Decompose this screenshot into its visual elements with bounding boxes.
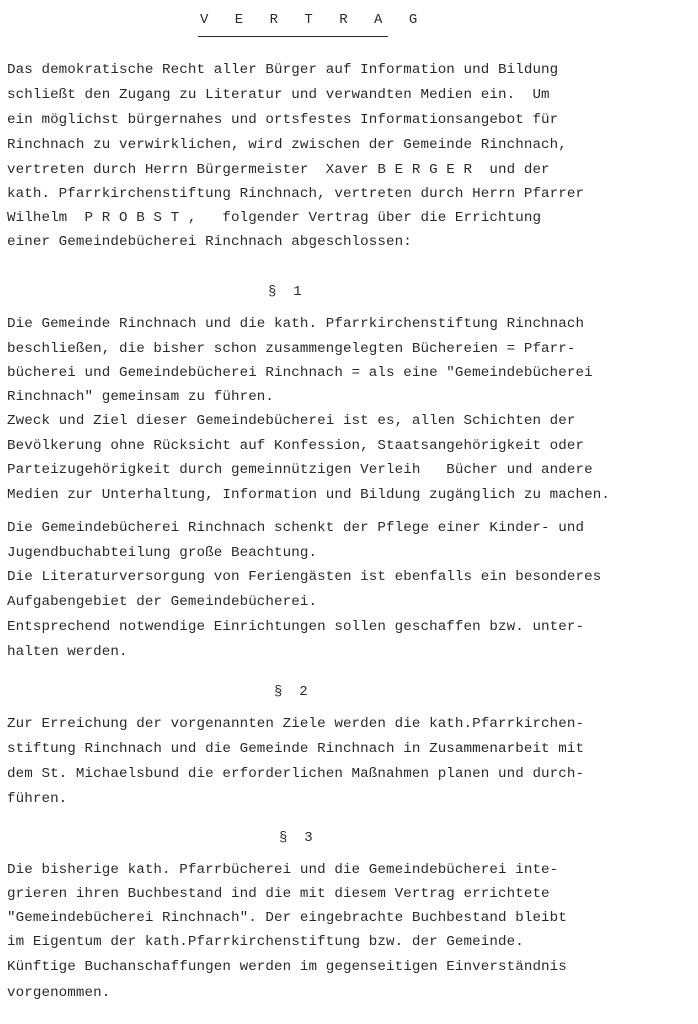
preamble-line: ein möglichst bürgernahes und ortsfestes Informationsangebot für [7,112,559,128]
section-line: grieren ihren Buchbestand ind die mit diesem Vertrag errichtete [7,886,550,902]
preamble-line: einer Gemeindebücherei Rinchnach abgeschlossen: [7,234,412,250]
section-line: Aufgabengebiet der Gemeindebücherei. [7,594,318,610]
section-line: "Gemeindebücherei Rinchnach". Der eingebrachte Buchbestand bleibt [7,910,567,926]
section-heading: § 2 [274,684,308,700]
section-line: Die bisherige kath. Pfarrbücherei und die Gemeindebücherei inte- [7,862,559,878]
preamble-line: Rinchnach zu verwirklichen, wird zwischen der Gemeinde Rinchnach, [7,137,567,153]
section-line: Parteizugehörigkeit durch gemeinnützigen Verleih Bücher und andere [7,462,593,478]
section-line: bücherei und Gemeindebücherei Rinchnach = als eine "Gemeindebücherei [7,365,593,381]
section-line: beschließen, die bisher schon zusammengelegten Büchereien = Pfarr- [7,341,576,357]
section-line: Die Gemeindebücherei Rinchnach schenkt der Pflege einer Kinder- und [7,520,585,536]
section-line: Die Literaturversorgung von Feriengästen ist ebenfalls ein besonderes [7,569,602,585]
preamble-line: Das demokratische Recht aller Bürger auf Information und Bildung [7,62,559,78]
section-line: halten werden. [7,644,128,660]
section-line: vorgenommen. [7,985,111,1001]
section-line: führen. [7,791,68,807]
title-underline [198,36,388,37]
document-title: V E R T R A G [200,12,427,28]
preamble-line: vertreten durch Herrn Bürgermeister Xaver B E R G E R und der [7,162,550,178]
section-line: Medien zur Unterhaltung, Information und Bildung zugänglich zu machen. [7,487,610,503]
section-line: Rinchnach" gemeinsam zu führen. [7,389,275,405]
preamble-line: Wilhelm P R O B S T , folgender Vertrag über die Errichtung [7,210,542,226]
section-line: Jugendbuchabteilung große Beachtung. [7,545,318,561]
section-line: Die Gemeinde Rinchnach und die kath. Pfarrkirchenstiftung Rinchnach [7,316,585,332]
section-heading: § 1 [268,284,302,300]
preamble-line: kath. Pfarrkirchenstiftung Rinchnach, vertreten durch Herrn Pfarrer [7,186,585,202]
preamble-line: schließt den Zugang zu Literatur und verwandten Medien ein. Um [7,87,550,103]
section-line: stiftung Rinchnach und die Gemeinde Rinchnach in Zusammenarbeit mit [7,741,585,757]
section-line: im Eigentum der kath.Pfarrkirchenstiftung bzw. der Gemeinde. [7,934,524,950]
section-line: dem St. Michaelsbund die erforderlichen Maßnahmen planen und durch- [7,766,585,782]
section-heading: § 3 [279,830,313,846]
section-line: Zur Erreichung der vorgenannten Ziele werden die kath.Pfarrkirchen- [7,716,585,732]
section-line: Entsprechend notwendige Einrichtungen sollen geschaffen bzw. unter- [7,619,585,635]
section-line: Künftige Buchanschaffungen werden im gegenseitigen Einverständnis [7,959,567,975]
section-line: Zweck und Ziel dieser Gemeindebücherei ist es, allen Schichten der [7,413,576,429]
section-line: Bevölkerung ohne Rücksicht auf Konfession, Staatsangehörigkeit oder [7,438,585,454]
